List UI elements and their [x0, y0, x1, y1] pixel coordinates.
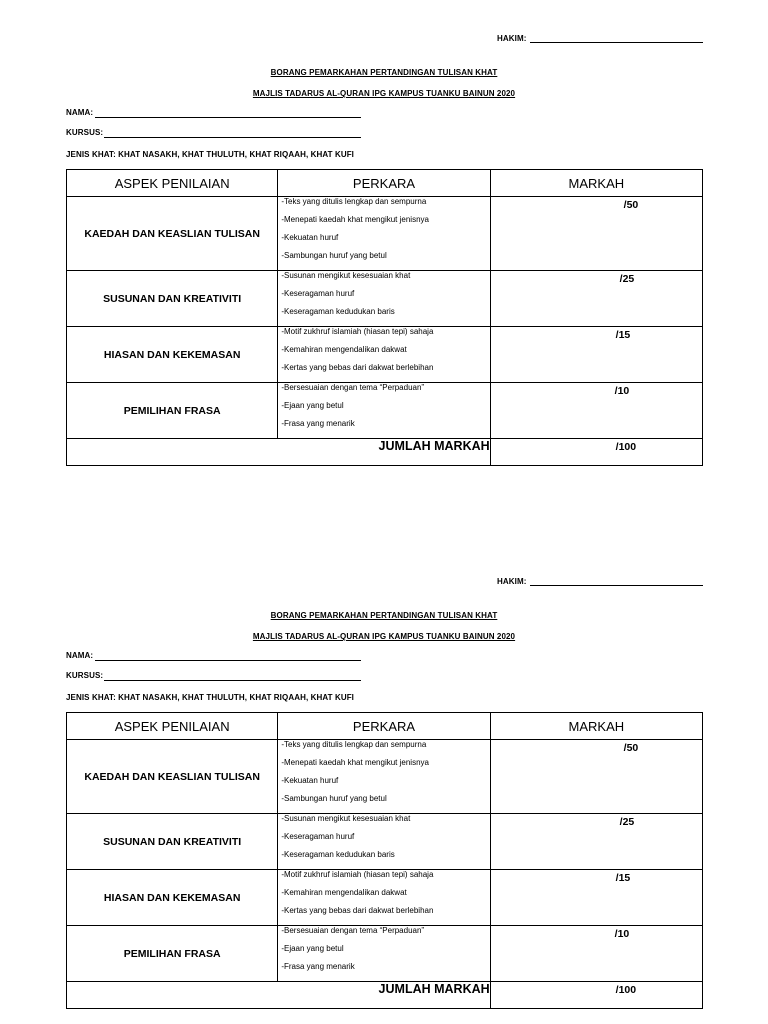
perkara-item: -Keseragaman huruf: [281, 832, 355, 841]
form-subtitle: MAJLIS TADARUS AL-QURAN IPG KAMPUS TUANKU BAINUN 2020: [252, 632, 516, 641]
perkara-item: -Teks yang ditulis lengkap dan sempurna: [281, 740, 427, 749]
kursus-field[interactable]: [104, 137, 361, 138]
jenis-khat-text: JENIS KHAT: KHAT NASAKH, KHAT THULUTH, KHAT RIQAAH, KHAT KUFI: [66, 693, 355, 702]
markah-max: /15: [615, 329, 631, 341]
jumlah-markah-cell[interactable]: [490, 982, 702, 1009]
hakim-label: HAKIM:: [497, 577, 527, 586]
hakim-field[interactable]: [530, 585, 703, 586]
markah-max: /50: [623, 199, 639, 211]
total-row: [67, 439, 703, 466]
aspek-cell: PEMILIHAN FRASA: [67, 926, 278, 982]
table-row: [67, 926, 703, 982]
perkara-cell: [278, 327, 490, 383]
perkara-item: -Bersesuaian dengan tema “Perpaduan”: [281, 383, 425, 392]
table-row: [67, 327, 703, 383]
nama-field[interactable]: [95, 117, 361, 118]
markah-cell[interactable]: [490, 197, 702, 271]
markah-cell[interactable]: [490, 383, 702, 439]
table-row: [67, 271, 703, 327]
perkara-cell: [278, 814, 490, 870]
aspek-cell: KAEDAH DAN KEASLIAN TULISAN: [67, 740, 278, 814]
perkara-item: -Kemahiran mengendalikan dakwat: [281, 888, 407, 897]
perkara-item: -Bersesuaian dengan tema “Perpaduan”: [281, 926, 425, 935]
header-markah: MARKAH: [490, 170, 702, 197]
aspek-cell: SUSUNAN DAN KREATIVITI: [67, 814, 278, 870]
scoring-form-1: [0, 0, 768, 480]
perkara-cell: [278, 870, 490, 926]
total-row: [67, 982, 703, 1009]
header-perkara: PERKARA: [278, 713, 490, 740]
markah-max: /25: [619, 273, 635, 285]
perkara-item: -Teks yang ditulis lengkap dan sempurna: [281, 197, 427, 206]
form-title: BORANG PEMARKAHAN PERTANDINGAN TULISAN KHAT: [270, 611, 498, 620]
perkara-item: -Keseragaman kedudukan baris: [281, 850, 395, 859]
scoring-table: [66, 712, 703, 1009]
form-subtitle: MAJLIS TADARUS AL-QURAN IPG KAMPUS TUANKU BAINUN 2020: [252, 89, 516, 98]
perkara-item: -Keseragaman huruf: [281, 289, 355, 298]
table-row: [67, 870, 703, 926]
table-header-row: [67, 713, 703, 740]
perkara-cell: [278, 383, 490, 439]
aspek-cell: SUSUNAN DAN KREATIVITI: [67, 271, 278, 327]
kursus-field[interactable]: [104, 680, 361, 681]
markah-cell[interactable]: [490, 814, 702, 870]
jumlah-markah-value: /100: [615, 441, 637, 453]
perkara-item: -Motif zukhruf islamiah (hiasan tepi) sahaja: [281, 870, 434, 879]
aspek-cell: KAEDAH DAN KEASLIAN TULISAN: [67, 197, 278, 271]
perkara-item: -Kekuatan huruf: [281, 233, 339, 242]
perkara-item: -Kertas yang bebas dari dakwat berlebihan: [281, 363, 434, 372]
table-row: [67, 383, 703, 439]
perkara-item: -Menepati kaedah khat mengikut jenisnya: [281, 758, 429, 767]
table-header-row: [67, 170, 703, 197]
markah-max: /25: [619, 816, 635, 828]
perkara-item: -Menepati kaedah khat mengikut jenisnya: [281, 215, 429, 224]
nama-field[interactable]: [95, 660, 361, 661]
perkara-item: -Kertas yang bebas dari dakwat berlebihan: [281, 906, 434, 915]
nama-label: NAMA:: [66, 108, 94, 117]
header-aspek: ASPEK PENILAIAN: [67, 170, 278, 197]
perkara-item: -Ejaan yang betul: [281, 401, 344, 410]
perkara-item: -Frasa yang menarik: [281, 962, 355, 971]
jenis-khat-text: JENIS KHAT: KHAT NASAKH, KHAT THULUTH, KHAT RIQAAH, KHAT KUFI: [66, 150, 355, 159]
markah-max: /50: [623, 742, 639, 754]
hakim-label: HAKIM:: [497, 34, 527, 43]
markah-cell[interactable]: [490, 926, 702, 982]
perkara-cell: [278, 271, 490, 327]
aspek-cell: PEMILIHAN FRASA: [67, 383, 278, 439]
perkara-item: -Keseragaman kedudukan baris: [281, 307, 395, 316]
nama-label: NAMA:: [66, 651, 94, 660]
header-markah: MARKAH: [490, 713, 702, 740]
aspek-cell: HIASAN DAN KEKEMASAN: [67, 870, 278, 926]
perkara-cell: [278, 926, 490, 982]
jumlah-markah-cell[interactable]: [490, 439, 702, 466]
table-row: [67, 814, 703, 870]
perkara-item: -Kekuatan huruf: [281, 776, 339, 785]
kursus-label: KURSUS:: [66, 128, 104, 137]
perkara-item: -Motif zukhruf islamiah (hiasan tepi) sahaja: [281, 327, 434, 336]
form-title: BORANG PEMARKAHAN PERTANDINGAN TULISAN KHAT: [270, 68, 498, 77]
table-row: [67, 197, 703, 271]
hakim-field[interactable]: [530, 42, 703, 43]
kursus-label: KURSUS:: [66, 671, 104, 680]
markah-cell[interactable]: [490, 740, 702, 814]
table-row: [67, 740, 703, 814]
jumlah-markah-value: /100: [615, 984, 637, 996]
perkara-item: -Susunan mengikut kesesuaian khat: [281, 814, 411, 823]
perkara-cell: [278, 740, 490, 814]
perkara-cell: [278, 197, 490, 271]
perkara-item: -Ejaan yang betul: [281, 944, 344, 953]
markah-max: /15: [615, 872, 631, 884]
jumlah-markah-label: JUMLAH MARKAH: [67, 982, 491, 1009]
perkara-item: -Susunan mengikut kesesuaian khat: [281, 271, 411, 280]
markah-max: /10: [614, 928, 630, 940]
markah-max: /10: [614, 385, 630, 397]
markah-cell[interactable]: [490, 870, 702, 926]
perkara-item: -Kemahiran mengendalikan dakwat: [281, 345, 407, 354]
scoring-table: [66, 169, 703, 466]
header-aspek: ASPEK PENILAIAN: [67, 713, 278, 740]
perkara-item: -Sambungan huruf yang betul: [281, 794, 387, 803]
perkara-item: -Frasa yang menarik: [281, 419, 355, 428]
markah-cell[interactable]: [490, 271, 702, 327]
perkara-item: -Sambungan huruf yang betul: [281, 251, 387, 260]
scoring-form-2: [0, 543, 768, 1023]
jumlah-markah-label: JUMLAH MARKAH: [67, 439, 491, 466]
aspek-cell: HIASAN DAN KEKEMASAN: [67, 327, 278, 383]
markah-cell[interactable]: [490, 327, 702, 383]
header-perkara: PERKARA: [278, 170, 490, 197]
